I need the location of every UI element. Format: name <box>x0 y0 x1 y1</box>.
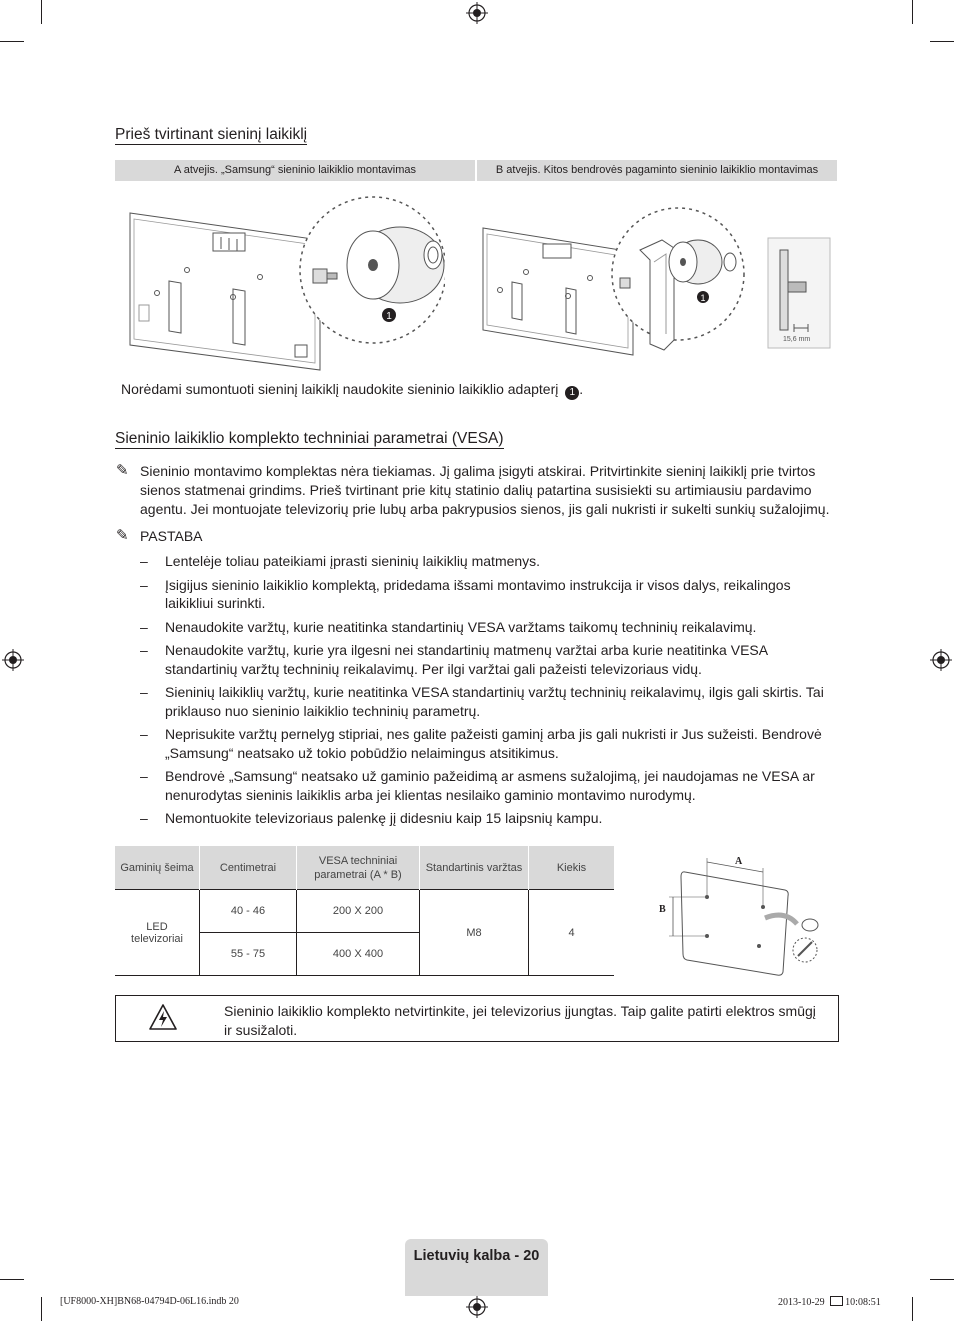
table-cell-screw: M8 <box>420 890 529 976</box>
dimension-label: 15,6 mm <box>783 336 811 343</box>
case-a-header: A atvejis. „Samsung“ sieninio laikiklio montavimas <box>115 160 475 181</box>
warning-text: Sieninio laikiklio komplekto netvirtinkite, jei televizorius įjungtas. Taip galite patirti elektros smūgį ir susižaloti. <box>224 1003 816 1038</box>
table-cell-vesa: 400 X 400 <box>297 933 420 976</box>
crop-mark <box>930 41 954 42</box>
case-a-illustration <box>125 185 445 375</box>
adapter-note: Norėdami sumontuoti sieninį laikiklį naudokite sieninio laikiklio adapterį 1 . <box>121 381 584 398</box>
note-bullet-list <box>140 552 840 833</box>
vesa-spec-table <box>115 846 614 976</box>
list-item: – Nenaudokite varžtų, kurie yra ilgesni nei standartinių matmenų varžtai arba kurie neatitinka VESA standartinių varžtų techninių reikalavimų. Per ilgi varžtai gali pažeisti televizoriaus vidų. <box>140 642 768 677</box>
table-header: VESA techniniai parametrai (A * B) <box>297 846 420 890</box>
crop-mark <box>930 1279 954 1280</box>
list-item: – Nenaudokite varžtų, kurie neatitinka standartinių VESA varžtams taikomų techninių reikalavimų. <box>140 618 757 635</box>
crop-mark <box>0 41 24 42</box>
crop-mark <box>41 0 42 24</box>
crop-mark <box>912 1297 913 1321</box>
table-cell-qty: 4 <box>529 890 615 976</box>
table-cell-family: LED televizoriai <box>115 890 200 976</box>
adapter-note-text: Norėdami sumontuoti sieninį laikiklį naudokite sieninio laikiklio adapterį <box>121 381 559 397</box>
crop-mark <box>41 1297 42 1321</box>
crop-mark <box>912 0 913 24</box>
table-cell-cm: 40 - 46 <box>200 890 297 933</box>
table-header: Gaminių šeima <box>115 846 200 890</box>
vesa-hole-diagram <box>655 850 835 978</box>
warning-electric-icon <box>148 1003 178 1031</box>
list-item: – Bendrovė „Samsung“ neatsako už gaminio pažeidimą ar asmens sužalojimą, jei naudojamas ne VESA ar nenurodytas sieninis laikiklis arba jei klientas nesilaiko gaminio montavimo nurodymų. <box>140 768 815 803</box>
registration-mark-icon <box>466 2 488 24</box>
label-b: B <box>659 904 666 915</box>
table-cell-vesa: 200 X 200 <box>297 890 420 933</box>
pencil-note-icon: ✎ <box>116 527 129 544</box>
list-item: – Sieninių laikiklių varžtų, kurie neatitinka VESA standartinių varžtų techninių reikalavimų, ilgis gali skirtis. Tai priklauso nuo sieninio laikiklio techninių parametrų. <box>140 684 824 719</box>
page-number-tab: Lietuvių kalba - 20 <box>405 1239 548 1296</box>
list-item: – Įsigijus sieninio laikiklio komplektą, pridedama išsami montavimo instrukcija ir visos dalys, reikalingos laikikliui surinkti. <box>140 576 791 611</box>
list-item: – Lentelėje toliau pateikiami įprasti sieninių laikiklių matmenys. <box>140 553 541 569</box>
table-cell-cm: 55 - 75 <box>200 933 297 976</box>
list-item: – Nemontuokite televizoriaus palenkę jį didesniu kaip 15 laipsnių kampu. <box>140 810 603 826</box>
label-a: A <box>735 856 743 867</box>
table-header: Kiekis <box>529 846 615 890</box>
section-title-before-mounting: Prieš tvirtinant sieninį laikiklį <box>115 126 308 143</box>
note-label: PASTABA <box>140 528 203 544</box>
section-title-vesa: Sieninio laikiklio komplekto techniniai parametrai (VESA) <box>115 430 504 447</box>
registration-mark-icon <box>466 1296 488 1318</box>
glyph-box-icon <box>830 1296 843 1306</box>
pencil-note-icon: ✎ <box>116 462 129 479</box>
registration-mark-icon <box>930 649 952 671</box>
callout-badge: 1 <box>565 386 579 400</box>
table-header: Centimetrai <box>200 846 297 890</box>
crop-mark <box>0 1279 24 1280</box>
callout-number-b: 1 <box>700 293 706 303</box>
vesa-intro: Sieninio montavimo komplektas nėra tiekiamas. Jį galima įsigyti atskirai. Pritvirtinkite sieninį laikiklį prie tvirtos sienos statmenai grindims. Prieš tvirtinant prie kitų statinio dalių patartina susisiekti su artimiausiu pardavimo agentu. Jei montuojate televizorių prie lubų arba pakrypusios sienos, jis gali nukristi ir sukelti sunkių sužalojimų. <box>140 463 830 517</box>
list-item: – Neprisukite varžtų pernelyg stipriai, nes galite pažeisti gaminį arba jis gali nukristi ir Jus sužeisti. Bendrovė „Samsung“ neatsako už tokio pobūdžio nelaimingus atsitikimus. <box>140 726 822 761</box>
table-header: Standartinis varžtas <box>420 846 529 890</box>
warning-box <box>115 995 839 1042</box>
footer-file-info: [UF8000-XH]BN68-04794D-06L16.indb 20 <box>60 1296 239 1307</box>
footer-timestamp: 2013-10-29 10:08:51 <box>778 1297 881 1308</box>
table-row <box>115 890 614 933</box>
case-b-header: B atvejis. Kitos bendrovės pagaminto sieninio laikiklio montavimas <box>477 160 837 181</box>
registration-mark-icon <box>2 649 24 671</box>
callout-number-a: 1 <box>386 311 392 322</box>
